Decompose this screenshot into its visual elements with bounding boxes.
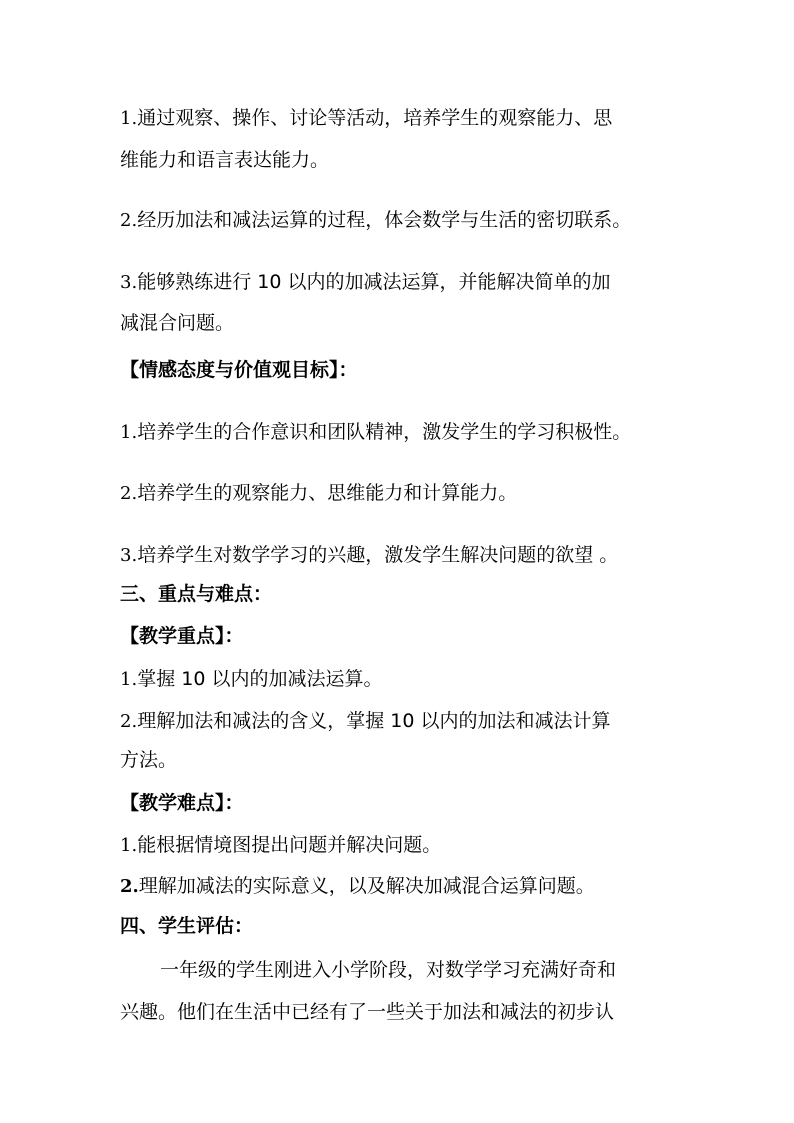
difficulty-point-1 <box>120 831 680 860</box>
emotion-goal-3-text: 培养学生对数学学习的兴趣，激发学生解决问题的欲望 。 <box>137 544 619 566</box>
difficulty-point-2 <box>120 872 680 901</box>
key-point-2 <box>120 707 680 736</box>
ability-goal-2-text: 经历加法和减法运算的过程，体会数学与生活的密切联系。 <box>137 209 632 231</box>
emotion-goal-1-text: 培养学生的合作意识和团队精神，激发学生的学习积极性。 <box>137 421 632 443</box>
difficulty-points-heading: 【教学难点】： <box>120 792 244 814</box>
emotion-goal-3 <box>120 541 680 570</box>
emotion-goal-2-text: 培养学生的观察能力、思维能力和计算能力。 <box>137 482 518 504</box>
key-point-2-continued: 方法。 <box>120 749 178 771</box>
ability-goal-3 <box>120 268 680 297</box>
ability-goal-2-number: 2. <box>120 210 138 231</box>
emotion-goals-heading: 【情感态度与价值观目标】： <box>120 359 358 381</box>
emotion-goal-1 <box>120 418 680 447</box>
difficulty-point-2-text: 理解加减法的实际意义，以及解决加减混合运算问题。 <box>138 875 595 897</box>
difficulty-point-2-number: 2. <box>120 876 139 897</box>
ability-goal-3-continued: 减混合问题。 <box>120 312 235 334</box>
emotion-goal-1-number: 1. <box>120 422 138 443</box>
ability-goal-1-number: 1. <box>120 108 138 129</box>
ability-goal-3-text: 能够熟练进行 10 以内的加减法运算，并能解决简单的加 <box>137 271 611 293</box>
section-4-heading: 四、学生评估： <box>120 915 254 937</box>
emotion-goal-2 <box>120 479 680 508</box>
assessment-paragraph-line-1: 一年级的学生刚进入小学阶段，对数学学习充满好奇和 <box>160 959 617 981</box>
difficulty-point-1-text: 能根据情境图提出问题并解决问题。 <box>137 834 442 856</box>
section-3-heading: 三、重点与难点： <box>120 583 273 605</box>
key-point-2-number: 2. <box>120 711 138 732</box>
ability-goal-2 <box>120 206 680 235</box>
key-point-1-number: 1. <box>120 669 138 690</box>
ability-goal-3-number: 3. <box>120 272 138 293</box>
emotion-goal-2-number: 2. <box>120 483 138 504</box>
ability-goal-1 <box>120 104 680 133</box>
emotion-goal-3-number: 3. <box>120 545 138 566</box>
assessment-paragraph-line-2: 兴趣。他们在生活中已经有了一些关于加法和减法的初步认 <box>120 1001 615 1023</box>
difficulty-point-1-number: 1. <box>120 835 138 856</box>
key-point-2-text: 理解加法和减法的含义，掌握 10 以内的加法和减法计算 <box>137 710 611 732</box>
key-points-heading: 【教学重点】： <box>120 625 244 647</box>
key-point-1-text: 掌握 10 以内的加减法运算。 <box>137 668 383 690</box>
ability-goal-1-continued: 维能力和语言表达能力。 <box>120 149 330 171</box>
ability-goal-1-text: 通过观察、操作、讨论等活动，培养学生的观察能力、思 <box>137 107 613 129</box>
key-point-1 <box>120 665 680 694</box>
